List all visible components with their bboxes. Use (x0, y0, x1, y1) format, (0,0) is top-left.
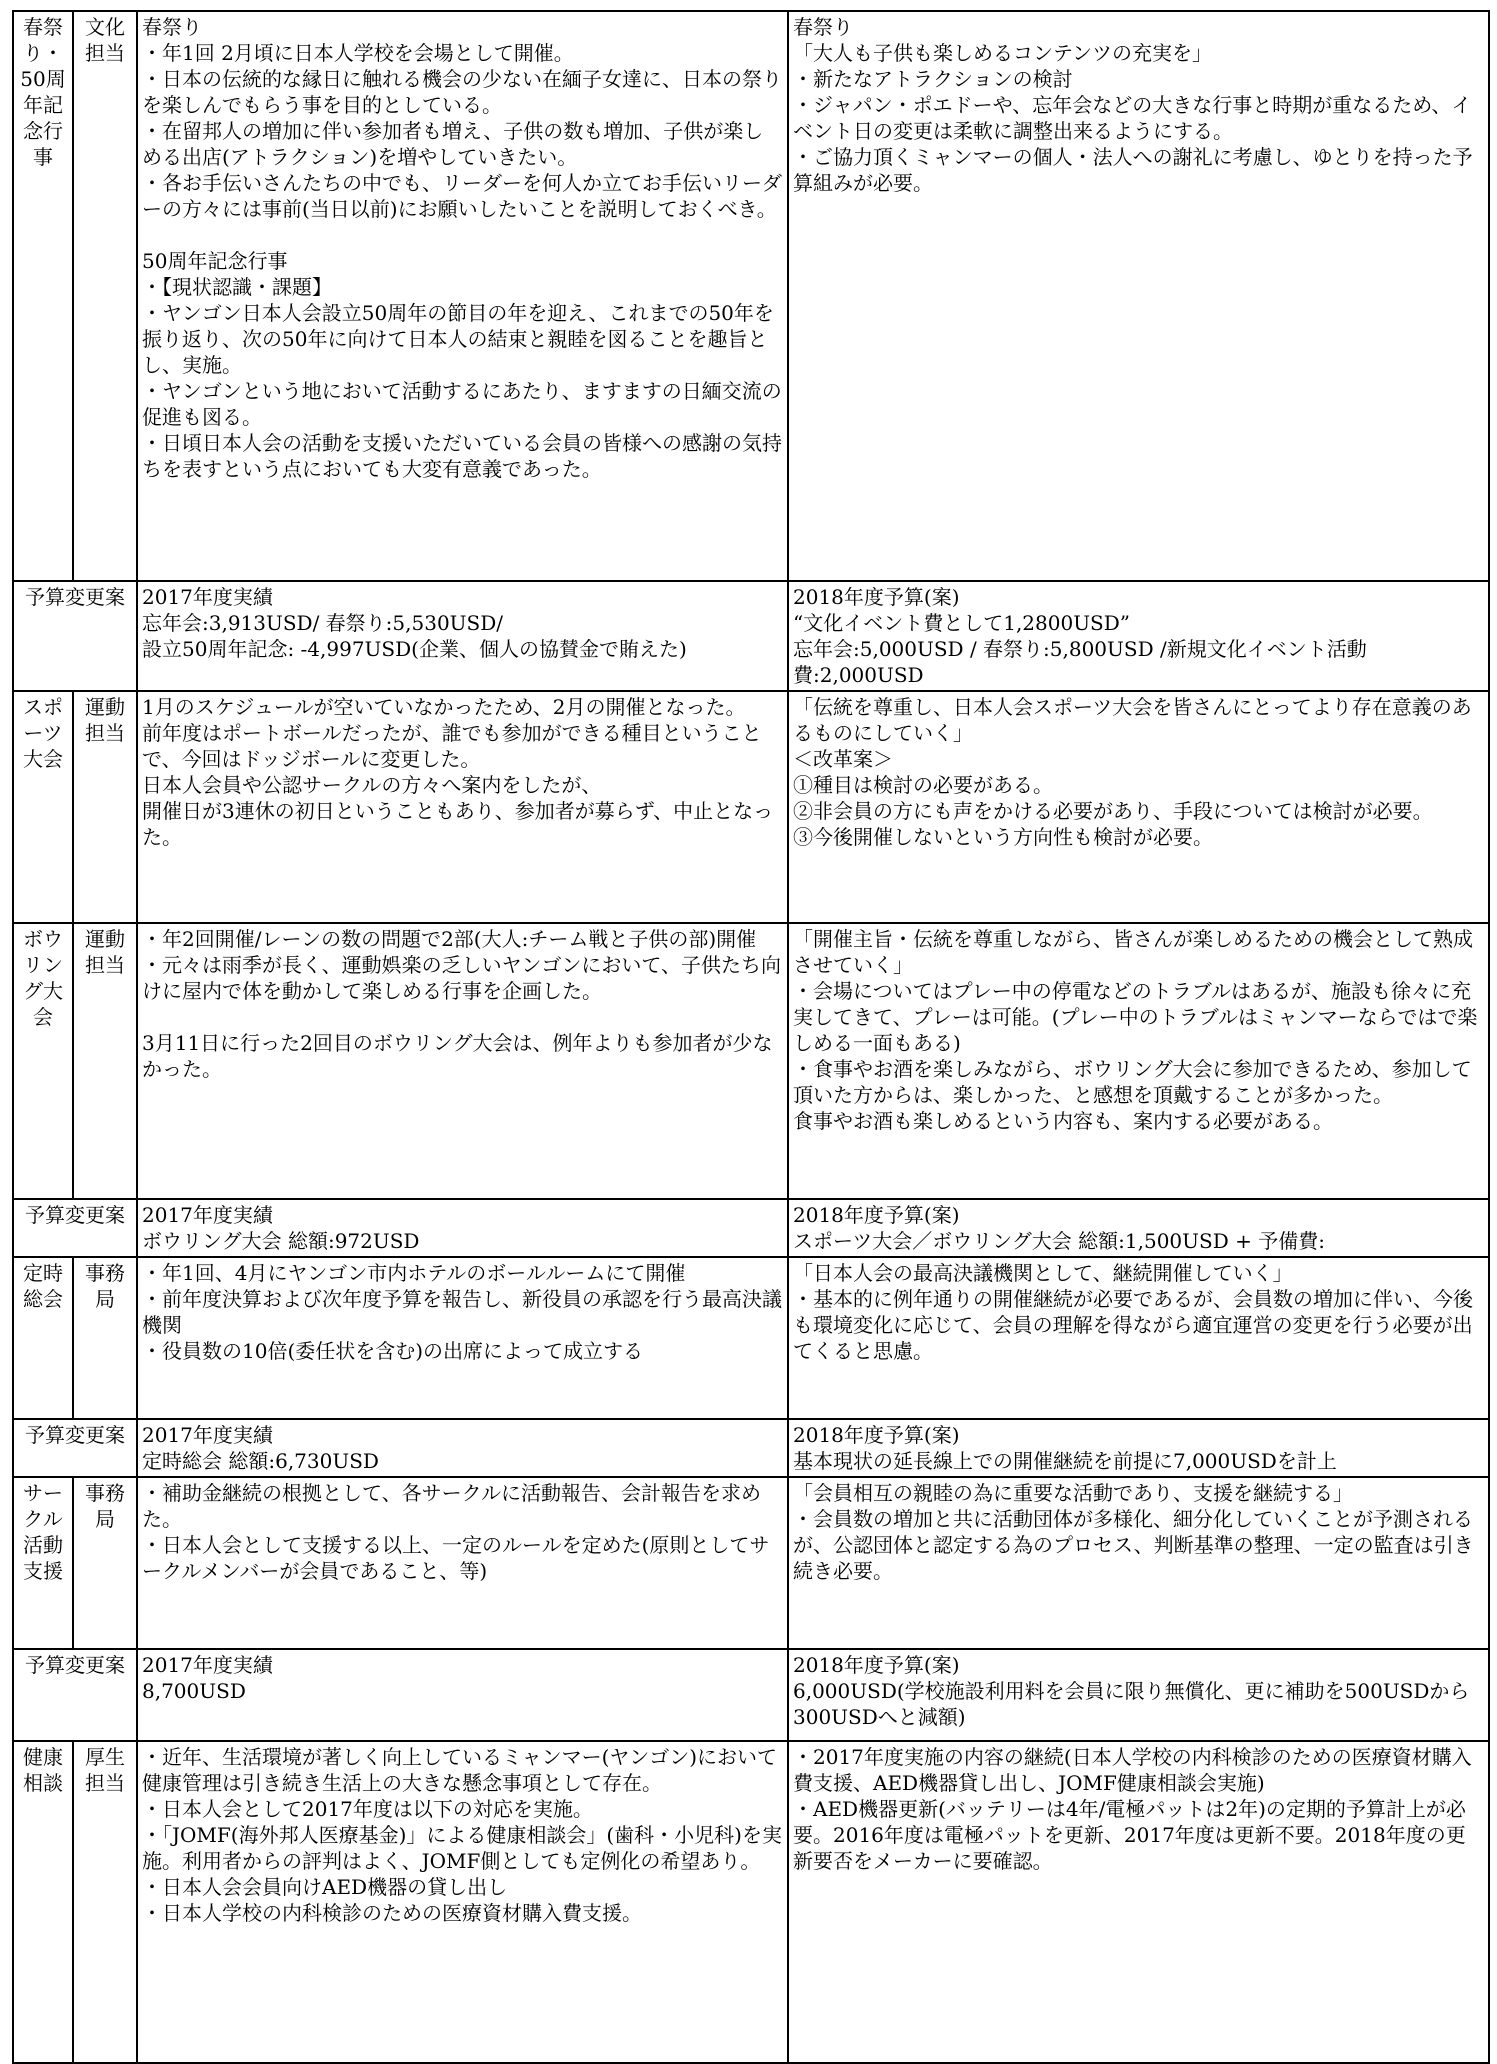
text-line: 春祭り (142, 15, 202, 39)
text-line: ・年1回 2月頃に日本人学校を会場として開催。 (142, 41, 574, 65)
category-cell: スポーツ大会 (13, 691, 73, 923)
text-line: ・日本の伝統的な縁日に触れる機会の少ない在緬子女達に、日本の祭りを楽しんでもらう事を目的としている。 (142, 67, 782, 117)
text-line: ＜改革案＞ (793, 747, 893, 771)
text-line: ・2017年度実施の内容の継続(日本人学校の内科検診のための医療資材購入費支援、AED機器貸し出し、JOMF健康相談会実施) (793, 1745, 1472, 1795)
row-circle-support (13, 1477, 1489, 1649)
text-line: 2018年度予算(案) (793, 1423, 960, 1447)
category-cell: 春祭り・50周年記念行事 (13, 11, 73, 581)
row-bowling (13, 923, 1489, 1199)
text-line: ①種目は検討の必要がある。 (793, 773, 1053, 797)
text-line: 前年度はポートボールだったが、誰でも参加ができる種目ということで、今回はドッジボールに変更した。 (142, 721, 762, 771)
current-status-cell (137, 1477, 788, 1649)
current-status-cell (137, 691, 788, 923)
text-line: 「大人も子供も楽しめるコンテンツの充実を」 (793, 41, 1212, 65)
text-line: ・年2回開催/レーンの数の問題で2部(大人:チーム戦と子供の部)開催 (142, 927, 757, 951)
text-line: 2017年度実績 (142, 1423, 273, 1447)
text-line: 6,000USD(学校施設利用料を会員に限り無償化、更に補助を500USDから300USDへと減額) (793, 1679, 1470, 1729)
row-spring (13, 11, 1489, 581)
budget-actual-cell (137, 1649, 788, 1741)
text-line: ・ジャパン・ポエドーや、忘年会などの大きな行事と時期が重なるため、イベント日の変更は柔軟に調整出来るようにする。 (793, 93, 1472, 143)
owner-cell: 運動担当 (73, 923, 137, 1199)
budget-label: 予算変更案 (13, 581, 137, 691)
text-line: ・前年度決算および次年度予算を報告し、新役員の承認を行う最高決議機関 (142, 1287, 782, 1337)
plan-cell (788, 1257, 1489, 1419)
text-line: ②非会員の方にも声をかける必要があり、手段については検討が必要。 (793, 799, 1433, 823)
text-line: 「会員相互の親睦の為に重要な活動であり、支援を継続する」 (793, 1481, 1353, 1505)
owner-cell: 厚生担当 (73, 1741, 137, 2063)
text-line: 50周年記念行事 (142, 249, 288, 273)
text-line: ・会員数の増加と共に活動団体が多様化、細分化していくことが予測されるが、公認団体と認定する為のプロセス、判断基準の整理、一定の監査は引き続き必要。 (793, 1507, 1474, 1583)
text-line: 「開催主旨・伝統を尊重しながら、皆さんが楽しめるための機会として熟成させていく」 (793, 927, 1473, 977)
row-general-meeting (13, 1257, 1489, 1419)
category-cell: 定時総会 (13, 1257, 73, 1419)
row-general-budget (13, 1419, 1489, 1477)
text-line: ・新たなアトラクションの検討 (793, 67, 1073, 91)
plan-cell (788, 691, 1489, 923)
text-line: 1月のスケジュールが空いていなかったため、2月の開催となった。 (142, 695, 746, 719)
current-status-cell (137, 11, 788, 581)
row-sports (13, 691, 1489, 923)
text-line: 基本現状の延長線上での開催継続を前提に7,000USDを計上 (793, 1449, 1337, 1473)
text-line: スポーツ大会／ボウリング大会 総額:1,500USD + 予備費: (793, 1229, 1325, 1253)
budget-actual-cell (137, 1419, 788, 1477)
budget-plan-cell (788, 1649, 1489, 1741)
owner-cell: 事務局 (73, 1257, 137, 1419)
budget-label: 予算変更案 (13, 1649, 137, 1741)
text-line: ・基本的に例年通りの開催継続が必要であるが、会員数の増加に伴い、今後も環境変化に応じて、会員の理解を得ながら適宜運営の変更を行う必要が出てくると思慮。 (793, 1287, 1473, 1363)
plan-cell (788, 923, 1489, 1199)
text-line: 春祭り (793, 15, 853, 39)
budget-plan-cell (788, 1419, 1489, 1477)
owner-cell: 事務局 (73, 1477, 137, 1649)
text-line: ・日本人会会員向けAED機器の貸し出し (142, 1875, 508, 1899)
budget-actual-cell (137, 581, 788, 691)
text-line: 忘年会:5,000USD / 春祭り:5,800USD /新規文化イベント活動費:2,000USD (793, 637, 1367, 687)
text-line: ・役員数の10倍(委任状を含む)の出席によって成立する (142, 1339, 644, 1363)
budget-actual-cell (137, 1199, 788, 1257)
text-line: ・「JOMF(海外邦人医療基金)」による健康相談会」(歯科・小児科)を実施。利用者からの評判はよく、JOMF側としても定例化の希望あり。 (142, 1823, 782, 1873)
text-line: ボウリング大会 総額:972USD (142, 1229, 420, 1253)
text-line: 3月11日に行った2回目のボウリング大会は、例年よりも参加者が少なかった。 (142, 1031, 773, 1081)
budget-label: 予算変更案 (13, 1199, 137, 1257)
text-line: 日本人会員や公認サークルの方々へ案内をしたが、 (142, 773, 602, 797)
text-line: 定時総会 総額:6,730USD (142, 1449, 379, 1473)
text-line: ・日頃日本人会の活動を支援いただいている会員の皆様への感謝の気持ちを表すという点においても大変有意義であった。 (142, 431, 782, 481)
category-cell: 健康相談 (13, 1741, 73, 2063)
text-line: 8,700USD (142, 1679, 246, 1703)
text-line: ・会場についてはプレー中の停電などのトラブルはあるが、施設も徐々に充実してきて、プレーは可能。(プレー中のトラブルはミャンマーならではで楽しめる一面もある) (793, 979, 1478, 1055)
text-line: 2018年度予算(案) (793, 585, 960, 609)
text-line: 2018年度予算(案) (793, 1203, 960, 1227)
text-line: ③今後開催しないという方向性も検討が必要。 (793, 825, 1213, 849)
category-cell: ボウリング大会 (13, 923, 73, 1199)
text-line: ・食事やお酒を楽しみながら、ボウリング大会に参加できるため、参加して頂いた方からは、楽しかった、と感想を頂戴することが多かった。 (793, 1057, 1472, 1107)
plan-cell (788, 11, 1489, 581)
budget-plan-cell (788, 581, 1489, 691)
text-line: ・日本人会として支援する以上、一定のルールを定めた(原則としてサークルメンバーが会員であること、等) (142, 1533, 770, 1583)
owner-cell: 運動担当 (73, 691, 137, 923)
text-line: “文化イベント費として1,2800USD” (793, 611, 1131, 635)
text-line: 開催日が3連休の初日ということもあり、参加者が募らず、中止となった。 (142, 799, 774, 849)
text-line (142, 1004, 783, 1030)
current-status-cell (137, 1257, 788, 1419)
text-line: 設立50周年記念: -4,997USD(企業、個人の協賛金で賄えた) (142, 637, 687, 661)
text-line: ・AED機器更新(バッテリーは4年/電極パットは2年)の定期的予算計上が必要。2016年度は電極パットを更新、2017年度は更新不要。2018年度の更新要否をメーカーに要確認。 (793, 1797, 1466, 1873)
row-circle-budget (13, 1649, 1489, 1741)
row-bowling-budget (13, 1199, 1489, 1257)
row-spring-budget (13, 581, 1489, 691)
current-status-cell (137, 923, 788, 1199)
text-line: ・年1回、4月にヤンゴン市内ホテルのボールルームにて開催 (142, 1261, 686, 1285)
text-line: ・各お手伝いさんたちの中でも、リーダーを何人か立てお手伝いリーダーの方々には事前(当日以前)にお願いしたいことを説明しておくべき。 (142, 171, 782, 221)
text-line: 忘年会:3,913USD/ 春祭り:5,530USD/ (142, 611, 504, 635)
text-line: 「伝統を尊重し、日本人会スポーツ大会を皆さんにとってより存在意義のあるものにしていく」 (793, 695, 1472, 745)
row-health (13, 1741, 1489, 2063)
category-cell: サークル活動支援 (13, 1477, 73, 1649)
text-line: ・ヤンゴンという地において活動するにあたり、ますますの日緬交流の促進も図る。 (142, 379, 782, 429)
text-line: ・ご協力頂くミャンマーの個人・法人への謝礼に考慮し、ゆとりを持った予算組みが必要。 (793, 145, 1473, 195)
owner-cell: 文化担当 (73, 11, 137, 581)
text-line: 2017年度実績 (142, 1653, 273, 1677)
text-line: 食事やお酒も楽しめるという内容も、案内する必要がある。 (793, 1109, 1333, 1133)
text-line: ・日本人会として2017年度は以下の対応を実施。 (142, 1797, 593, 1821)
text-line: ・ヤンゴン日本人会設立50周年の節目の年を迎え、これまでの50年を振り返り、次の50年に向けて日本人の結束と親睦を図ることを趣旨とし、実施。 (142, 301, 774, 377)
text-line: ・在留邦人の増加に伴い参加者も増え、子供の数も増加、子供が楽しめる出店(アトラクション)を増やしていきたい。 (142, 119, 764, 169)
plan-table (12, 10, 1490, 2064)
text-line: 「日本人会の最高決議機関として、継続開催していく」 (793, 1261, 1293, 1285)
text-line: 2017年度実績 (142, 1203, 273, 1227)
plan-cell (788, 1477, 1489, 1649)
budget-label: 予算変更案 (13, 1419, 137, 1477)
text-line: ・日本人学校の内科検診のための医療資材購入費支援。 (142, 1901, 642, 1925)
text-line: 2017年度実績 (142, 585, 273, 609)
text-line (142, 222, 783, 248)
budget-plan-cell (788, 1199, 1489, 1257)
text-line: ・補助金継続の根拠として、各サークルに活動報告、会計報告を求めた。 (142, 1481, 761, 1531)
current-status-cell (137, 1741, 788, 2063)
text-line: ・【現状認識・課題】 (142, 275, 332, 299)
text-line: 2018年度予算(案) (793, 1653, 960, 1677)
text-line: ・近年、生活環境が著しく向上しているミャンマー(ヤンゴン)において健康管理は引き続き生活上の大きな懸念事項として存在。 (142, 1745, 778, 1795)
text-line: ・元々は雨季が長く、運動娯楽の乏しいヤンゴンにおいて、子供たち向けに屋内で体を動かして楽しめる行事を企画した。 (142, 953, 781, 1003)
plan-cell (788, 1741, 1489, 2063)
